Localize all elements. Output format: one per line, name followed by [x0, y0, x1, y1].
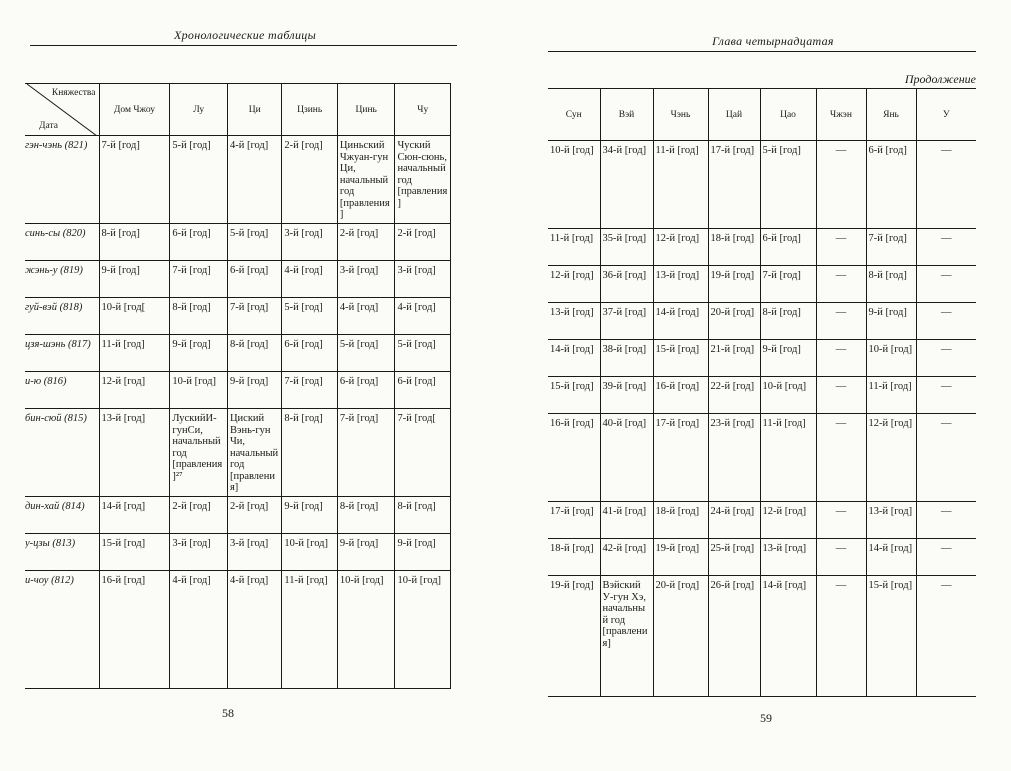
table-cell: 11-й [год] — [548, 229, 600, 266]
continuation-label: Продолжение — [904, 72, 976, 86]
table-cell: — — [816, 303, 866, 340]
table-cell: 11-й [год] — [99, 335, 170, 372]
table-cell: 26-й [год] — [708, 576, 760, 697]
corner-label-principalities: Княжества — [51, 88, 96, 98]
table-row — [25, 224, 451, 261]
table-cell: 18-й [год] — [548, 539, 600, 576]
table-cell: 38-й [год] — [600, 340, 653, 377]
table-cell: 14-й [год] — [760, 576, 816, 697]
table-cell: 2-й [год] — [170, 497, 228, 534]
col-header: Чу — [395, 84, 451, 136]
table-cell: 2-й [год] — [337, 224, 395, 261]
table-cell: — — [816, 576, 866, 697]
table-cell: — — [816, 539, 866, 576]
table-cell: 8-й [год] — [866, 266, 916, 303]
col-header: Цзинь — [282, 84, 338, 136]
table-cell: 11-й [год] — [866, 377, 916, 414]
date-cell: дин-хай (814) — [25, 497, 99, 534]
table-cell: 5-й [год] — [282, 298, 338, 335]
table-cell: 12-й [год] — [653, 229, 708, 266]
table-cell: 40-й [год] — [600, 414, 653, 502]
table-row — [25, 335, 451, 372]
table-cell: 10-й [год] — [395, 571, 451, 689]
table-cell: — — [916, 414, 976, 502]
table-cell: 9-й [год] — [170, 335, 228, 372]
table-cell: 12-й [год] — [548, 266, 600, 303]
right-page-number: 59 — [760, 711, 772, 725]
table-row — [25, 571, 451, 689]
table-cell: 12-й [год] — [99, 372, 170, 409]
table-cell: — — [816, 414, 866, 502]
date-cell: цзя-шэнь (817) — [25, 335, 99, 372]
table-cell: 4-й [год] — [282, 261, 338, 298]
col-header: Ци — [227, 84, 281, 136]
table-cell: 41-й [год] — [600, 502, 653, 539]
table-cell: 6-й [год] — [760, 229, 816, 266]
table-cell: 21-й [год] — [708, 340, 760, 377]
table-cell: 16-й [год] — [653, 377, 708, 414]
right-header-row — [548, 89, 976, 141]
table-cell: 7-й [год] — [227, 298, 281, 335]
table-cell: 4-й [год] — [395, 298, 451, 335]
table-cell: 5-й [год] — [760, 141, 816, 229]
table-cell: 36-й [год] — [600, 266, 653, 303]
right-running-head: Глава четырнадцатая — [712, 34, 834, 48]
col-header: Цай — [708, 89, 760, 141]
corner-header-cell — [25, 84, 99, 136]
table-row — [548, 303, 976, 340]
table-cell: 8-й [год] — [760, 303, 816, 340]
table-cell: 16-й [год] — [99, 571, 170, 689]
table-cell: — — [916, 266, 976, 303]
table-cell: — — [816, 229, 866, 266]
col-header: Янь — [866, 89, 916, 141]
col-header: У — [916, 89, 976, 141]
table-row — [25, 409, 451, 497]
table-cell: 6-й [год] — [395, 372, 451, 409]
table-cell: 14-й [год] — [99, 497, 170, 534]
table-row — [548, 377, 976, 414]
col-header: Чжэн — [816, 89, 866, 141]
table-cell: 11-й [год] — [282, 571, 338, 689]
table-cell: 14-й [год] — [653, 303, 708, 340]
col-header: Чэнь — [653, 89, 708, 141]
table-cell: 10-й [год[ — [99, 298, 170, 335]
table-cell: 10-й [год] — [548, 141, 600, 229]
table-cell: 13-й [год] — [866, 502, 916, 539]
col-header: Дом Чжоу — [99, 84, 170, 136]
date-cell: у-цзы (813) — [25, 534, 99, 571]
right-head-rule — [548, 51, 976, 52]
table-row — [548, 414, 976, 502]
table-cell: 14-й [год] — [866, 539, 916, 576]
table-cell: 9-й [год] — [282, 497, 338, 534]
table-cell: 8-й [год] — [337, 497, 395, 534]
right-page — [528, 0, 1011, 771]
table-cell: 13-й [год] — [760, 539, 816, 576]
table-cell: 9-й [год] — [866, 303, 916, 340]
table-cell: 42-й [год] — [600, 539, 653, 576]
table-cell: 11-й [год] — [760, 414, 816, 502]
table-cell: 5-й [год] — [227, 224, 281, 261]
table-cell: 8-й [год] — [227, 335, 281, 372]
table-cell: — — [916, 229, 976, 266]
table-cell: 8-й [год] — [99, 224, 170, 261]
table-cell: 6-й [год] — [866, 141, 916, 229]
table-cell: 7-й [год] — [282, 372, 338, 409]
table-row — [25, 497, 451, 534]
table-cell: 17-й [год] — [548, 502, 600, 539]
col-header: Цао — [760, 89, 816, 141]
table-cell: Циньский Чжуан-гун Ци, начальный год [правления] — [337, 136, 395, 224]
table-cell: 8-й [год] — [395, 497, 451, 534]
table-cell: 34-й [год] — [600, 141, 653, 229]
table-cell: 19-й [год] — [548, 576, 600, 697]
table-cell: 5-й [год] — [337, 335, 395, 372]
table-cell: 35-й [год] — [600, 229, 653, 266]
table-cell: — — [816, 266, 866, 303]
table-cell: 7-й [год] — [866, 229, 916, 266]
table-cell: 20-й [год] — [708, 303, 760, 340]
table-cell: 3-й [год] — [227, 534, 281, 571]
table-cell: — — [916, 502, 976, 539]
table-cell: 2-й [год] — [227, 497, 281, 534]
table-cell: 4-й [год] — [170, 571, 228, 689]
table-cell: 6-й [год] — [282, 335, 338, 372]
table-cell: 17-й [год] — [708, 141, 760, 229]
table-cell: — — [916, 539, 976, 576]
table-cell: 10-й [год] — [282, 534, 338, 571]
table-cell: 19-й [год] — [708, 266, 760, 303]
left-page — [0, 0, 480, 771]
table-cell: 24-й [год] — [708, 502, 760, 539]
table-cell: 17-й [год] — [653, 414, 708, 502]
table-cell: 37-й [год] — [600, 303, 653, 340]
table-cell: 11-й [год] — [653, 141, 708, 229]
table-cell: 3-й [год] — [282, 224, 338, 261]
date-cell: синь-сы (820) — [25, 224, 99, 261]
table-cell: — — [816, 141, 866, 229]
table-cell: — — [916, 340, 976, 377]
date-cell: бин-сюй (815) — [25, 409, 99, 497]
table-cell: 18-й [год] — [653, 502, 708, 539]
table-row — [548, 340, 976, 377]
table-cell: Чуский Сюн-сюнь, начальный год [правления] — [395, 136, 451, 224]
table-cell: Вэйский У-гун Хэ, начальный год [правления] — [600, 576, 653, 697]
table-cell: 12-й [год] — [760, 502, 816, 539]
corner-label-date: Дата — [39, 121, 58, 131]
table-cell: 9-й [год] — [337, 534, 395, 571]
col-header: Лу — [170, 84, 228, 136]
left-running-head: Хронологические таблицы — [173, 28, 316, 42]
table-cell: — — [916, 141, 976, 229]
table-row — [25, 261, 451, 298]
table-cell: 7-й [год] — [99, 136, 170, 224]
table-cell: 15-й [год] — [548, 377, 600, 414]
table-row — [548, 266, 976, 303]
table-cell: 39-й [год] — [600, 377, 653, 414]
table-cell: 15-й [год] — [653, 340, 708, 377]
table-cell: 6-й [год] — [170, 224, 228, 261]
table-cell: 4-й [год] — [227, 136, 281, 224]
table-cell: 4-й [год] — [337, 298, 395, 335]
table-cell: 9-й [год] — [760, 340, 816, 377]
table-cell: 7-й [год] — [337, 409, 395, 497]
table-cell: 14-й [год] — [548, 340, 600, 377]
table-cell: ЛускийИ-гунСи, начальный год [правления]²⁷ — [170, 409, 228, 497]
table-cell: 9-й [год] — [99, 261, 170, 298]
table-cell: 23-й [год] — [708, 414, 760, 502]
date-cell: жэнь-у (819) — [25, 261, 99, 298]
table-cell: 7-й [год] — [760, 266, 816, 303]
table-row — [548, 229, 976, 266]
table-cell: — — [816, 502, 866, 539]
table-cell: 5-й [год] — [395, 335, 451, 372]
col-header: Сун — [548, 89, 600, 141]
table-cell: 12-й [год] — [866, 414, 916, 502]
table-cell: 15-й [год] — [866, 576, 916, 697]
table-cell: 7-й [год] — [170, 261, 228, 298]
date-cell: гэн-чэнь (821) — [25, 136, 99, 224]
table-cell: 7-й [год[ — [395, 409, 451, 497]
left-chronology-table — [25, 83, 451, 689]
table-cell: 13-й [год] — [548, 303, 600, 340]
table-cell: Циский Вэнь-гун Чи, начальный год [правления] — [227, 409, 281, 497]
table-cell: 18-й [год] — [708, 229, 760, 266]
table-cell: 8-й [год] — [282, 409, 338, 497]
table-cell: 25-й [год] — [708, 539, 760, 576]
table-cell: — — [916, 303, 976, 340]
left-page-number: 58 — [222, 706, 234, 720]
table-cell: 13-й [год] — [653, 266, 708, 303]
col-header: Цинь — [337, 84, 395, 136]
date-cell: и-чоу (812) — [25, 571, 99, 689]
table-cell: 2-й [год] — [282, 136, 338, 224]
table-cell: 9-й [год] — [227, 372, 281, 409]
table-cell: 2-й [год] — [395, 224, 451, 261]
table-cell: 20-й [год] — [653, 576, 708, 697]
table-cell: 3-й [год] — [170, 534, 228, 571]
table-cell: 13-й [год] — [99, 409, 170, 497]
table-row — [25, 534, 451, 571]
table-cell: 3-й [год] — [337, 261, 395, 298]
date-cell: гуй-вэй (818) — [25, 298, 99, 335]
table-cell: — — [816, 340, 866, 377]
table-row — [548, 502, 976, 539]
table-cell: — — [916, 377, 976, 414]
col-header: Вэй — [600, 89, 653, 141]
table-cell: 16-й [год] — [548, 414, 600, 502]
date-cell: и-ю (816) — [25, 372, 99, 409]
table-row — [25, 136, 451, 224]
table-row — [25, 298, 451, 335]
table-row — [548, 539, 976, 576]
table-cell: 4-й [год] — [227, 571, 281, 689]
table-cell: 6-й [год] — [227, 261, 281, 298]
table-cell: 3-й [год] — [395, 261, 451, 298]
table-cell: 22-й [год] — [708, 377, 760, 414]
table-cell: 10-й [год] — [170, 372, 228, 409]
left-header-row — [25, 84, 451, 136]
table-row — [548, 141, 976, 229]
table-cell: 10-й [год] — [337, 571, 395, 689]
table-row — [548, 576, 976, 697]
left-head-rule — [30, 45, 457, 46]
table-cell: 10-й [год] — [760, 377, 816, 414]
table-cell: 19-й [год] — [653, 539, 708, 576]
table-cell: — — [916, 576, 976, 697]
table-cell: 10-й [год] — [866, 340, 916, 377]
table-cell: 8-й [год] — [170, 298, 228, 335]
table-cell: 9-й [год] — [395, 534, 451, 571]
table-cell: 6-й [год] — [337, 372, 395, 409]
table-cell: 5-й [год] — [170, 136, 228, 224]
table-cell: 15-й [год] — [99, 534, 170, 571]
right-chronology-table — [548, 88, 976, 697]
table-cell: — — [816, 377, 866, 414]
table-row — [25, 372, 451, 409]
